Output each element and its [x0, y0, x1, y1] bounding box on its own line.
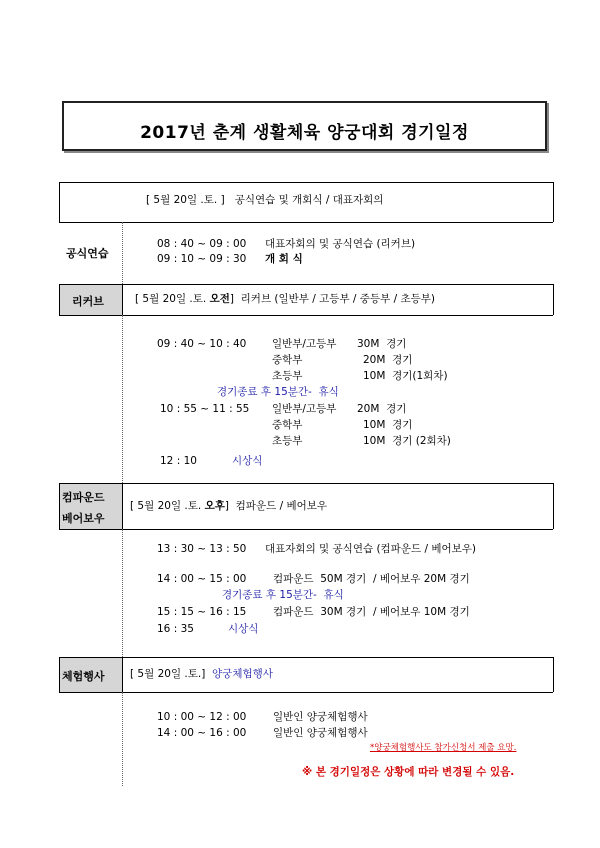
opening-row2-time: 09 : 10 ~ 09 : 30	[157, 253, 247, 265]
experience-left-line	[59, 657, 60, 692]
recurve-header-bottom-line	[59, 315, 553, 316]
experience-header: [ 5월 20일 .토.] 양궁체험행사	[130, 668, 273, 680]
recurve-r4-div: 일반부/고등부	[272, 403, 337, 415]
experience-note: *양궁체험행사도 참가신청서 제출 요망.	[370, 743, 517, 753]
recurve-r4-time: 10 : 55 ~ 11 : 55	[160, 403, 250, 415]
title-box	[62, 101, 547, 151]
opening-row2-desc: 개 회 식	[265, 253, 303, 265]
experience-r1-time: 10 : 00 ~ 12 : 00	[157, 711, 247, 723]
recurve-r4-dist: 20M 경기	[357, 403, 407, 415]
page-title: 2017년 춘계 생활체육 양궁대회 경기일정	[140, 123, 469, 143]
frame-top-line	[59, 182, 553, 183]
recurve-header: [ 5월 20일 .토. 오전] 리커브 (일반부 / 고등부 / 중등부 / 초등부)	[135, 293, 435, 305]
recurve-header-top-line	[59, 284, 553, 285]
compound-r3-time: 15 : 15 ~ 16 : 15	[157, 606, 247, 618]
compound-body-divider	[122, 529, 123, 657]
frame-right-line	[553, 182, 554, 222]
experience-header-bottom-line	[59, 692, 553, 693]
compound-header: [ 5월 20일 .토. 오후] 컴파운드 / 베어보우	[130, 500, 328, 512]
schedule-change-notice: ※ 본 경기일정은 상황에 따라 변경될 수 있음.	[302, 766, 515, 778]
experience-r2-desc: 일반인 양궁체험행사	[273, 727, 368, 739]
compound-label-line2: 베어보우	[62, 512, 105, 525]
recurve-r2-dist: 20M 경기	[363, 354, 413, 366]
compound-label-line1: 컴파운드	[62, 491, 105, 504]
compound-header-bottom-line	[59, 529, 553, 530]
recurve-r6-dist: 10M 경기 (2회차)	[363, 435, 451, 447]
recurve-award-time: 12 : 10	[160, 455, 197, 467]
opening-label: 공식연습	[66, 247, 109, 260]
recurve-r5-dist: 10M 경기	[363, 419, 413, 431]
compound-break: 경기종료 후 15분간- 휴식	[222, 589, 344, 601]
recurve-r3-dist: 10M 경기(1회차)	[363, 370, 448, 382]
compound-r3-desc: 컴파운드 30M 경기 / 베어보우 10M 경기	[273, 606, 470, 618]
compound-award-time: 16 : 35	[157, 623, 194, 635]
compound-r1-time: 13 : 30 ~ 13 : 50	[157, 543, 247, 555]
recurve-r5-div: 중학부	[272, 419, 303, 431]
recurve-r1-dist: 30M 경기	[357, 338, 407, 350]
recurve-r3-div: 초등부	[272, 370, 303, 382]
opening-row1-desc: 대표자회의 및 공식연습 (리커브)	[265, 238, 416, 250]
experience-label: 체험행사	[62, 670, 105, 683]
experience-r2-time: 14 : 00 ~ 16 : 00	[157, 727, 247, 739]
recurve-r2-div: 중학부	[272, 354, 303, 366]
experience-r1-desc: 일반인 양궁체험행사	[273, 711, 368, 723]
opening-header-bottom-line	[59, 222, 553, 223]
recurve-left-line	[59, 284, 60, 315]
compound-r1-desc: 대표자회의 및 공식연습 (컴파운드 / 베어보우)	[265, 543, 476, 555]
experience-label-divider	[122, 657, 123, 692]
recurve-r1-time: 09 : 40 ~ 10 : 40	[157, 338, 247, 350]
recurve-right-line	[553, 284, 554, 315]
recurve-label: 리커브	[72, 295, 104, 308]
recurve-r1-div: 일반부/고등부	[272, 338, 337, 350]
recurve-break: 경기종료 후 15분간- 휴식	[217, 386, 339, 398]
compound-right-line	[553, 483, 554, 529]
recurve-r6-div: 초등부	[272, 435, 303, 447]
experience-right-line	[553, 657, 554, 692]
compound-award-label: 시상식	[228, 623, 259, 635]
compound-r2-time: 14 : 00 ~ 15 : 00	[157, 573, 247, 585]
opening-row1-time: 08 : 40 ~ 09 : 00	[157, 238, 247, 250]
compound-r2-desc: 컴파운드 50M 경기 / 베어보우 20M 경기	[273, 573, 470, 585]
opening-header: [ 5월 20일 .토. ] 공식연습 및 개회식 / 대표자회의	[146, 194, 384, 206]
recurve-body-divider	[122, 315, 123, 483]
opening-divider	[122, 222, 123, 284]
compound-left-line	[59, 483, 60, 529]
experience-header-top-line	[59, 657, 553, 658]
compound-label-divider	[122, 483, 123, 529]
recurve-label-divider	[122, 284, 123, 315]
frame-left-line	[59, 182, 60, 222]
compound-header-top-line	[59, 483, 553, 484]
recurve-award-label: 시상식	[232, 455, 263, 467]
experience-body-divider	[122, 692, 123, 786]
